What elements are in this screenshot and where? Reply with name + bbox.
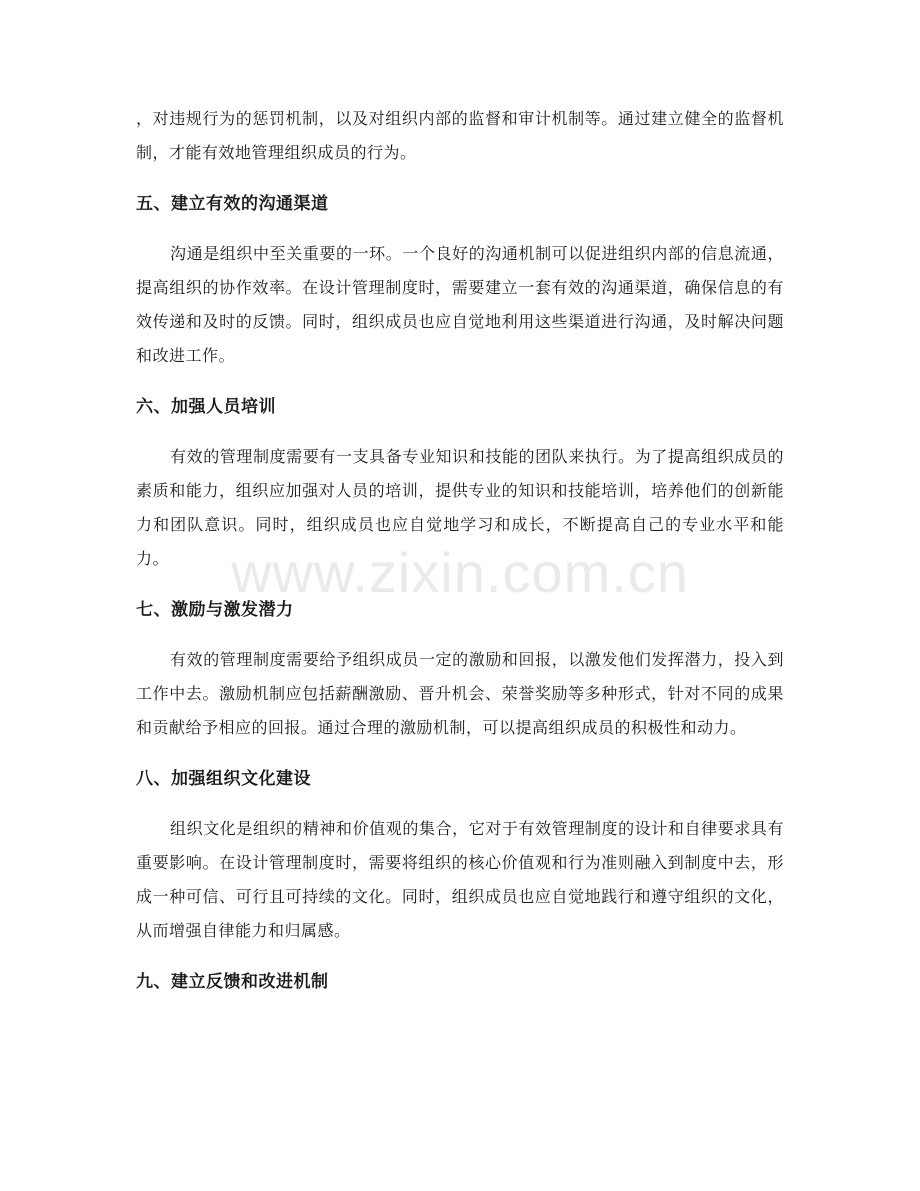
section-heading-5: 五、建立有效的沟通渠道 <box>136 194 329 214</box>
intro-paragraph: ，对违规行为的惩罚机制，以及对组织内部的监督和审计机制等。通过建立健全的监督机制，才能有效地管理组织成员的行为。 <box>136 109 784 162</box>
section-heading-7: 七、激励与激发潜力 <box>136 600 294 620</box>
section-body-7: 有效的管理制度需要给予组织成员一定的激励和回报，以激发他们发挥潜力，投入到工作中去。激励机制应包括薪酬激励、晋升机会、荣誉奖励等多种形式，针对不同的成果和贡献给予相应的回报。通过合理的激励机制，可以提高组织成员的积极性和动力。 <box>136 650 784 737</box>
section-heading-8: 八、加强组织文化建设 <box>136 769 311 789</box>
section-heading-9: 九、建立反馈和改进机制 <box>136 972 329 992</box>
section-body-5: 沟通是组织中至关重要的一环。一个良好的沟通机制可以促进组织内部的信息流通，提高组织的协作效率。在设计管理制度时，需要建立一套有效的沟通渠道，确保信息的有效传递和及时的反馈。同时，组织成员也应自觉地利用这些渠道进行沟通，及时解决问题和改进工作。 <box>136 244 784 365</box>
watermark: www.zixin.com.cn <box>231 541 689 604</box>
document-body <box>136 102 784 1015</box>
section-body-6: 有效的管理制度需要有一支具备专业知识和技能的团队来执行。为了提高组织成员的素质和能力，组织应加强对人员的培训，提供专业的知识和技能培训，培养他们的创新能力和团队意识。同时，组织成员也应自觉地学习和成长，不断提高自己的专业水平和能力。 <box>136 447 784 568</box>
section-body-8: 组织文化是组织的精神和价值观的集合，它对于有效管理制度的设计和自律要求具有重要影响。在设计管理制度时，需要将组织的核心价值观和行为准则融入到制度中去，形成一种可信、可行且可持续的文化。同时，组织成员也应自觉地践行和遵守组织的文化，从而增强自律能力和归属感。 <box>136 819 784 940</box>
section-heading-6: 六、加强人员培训 <box>136 397 276 417</box>
